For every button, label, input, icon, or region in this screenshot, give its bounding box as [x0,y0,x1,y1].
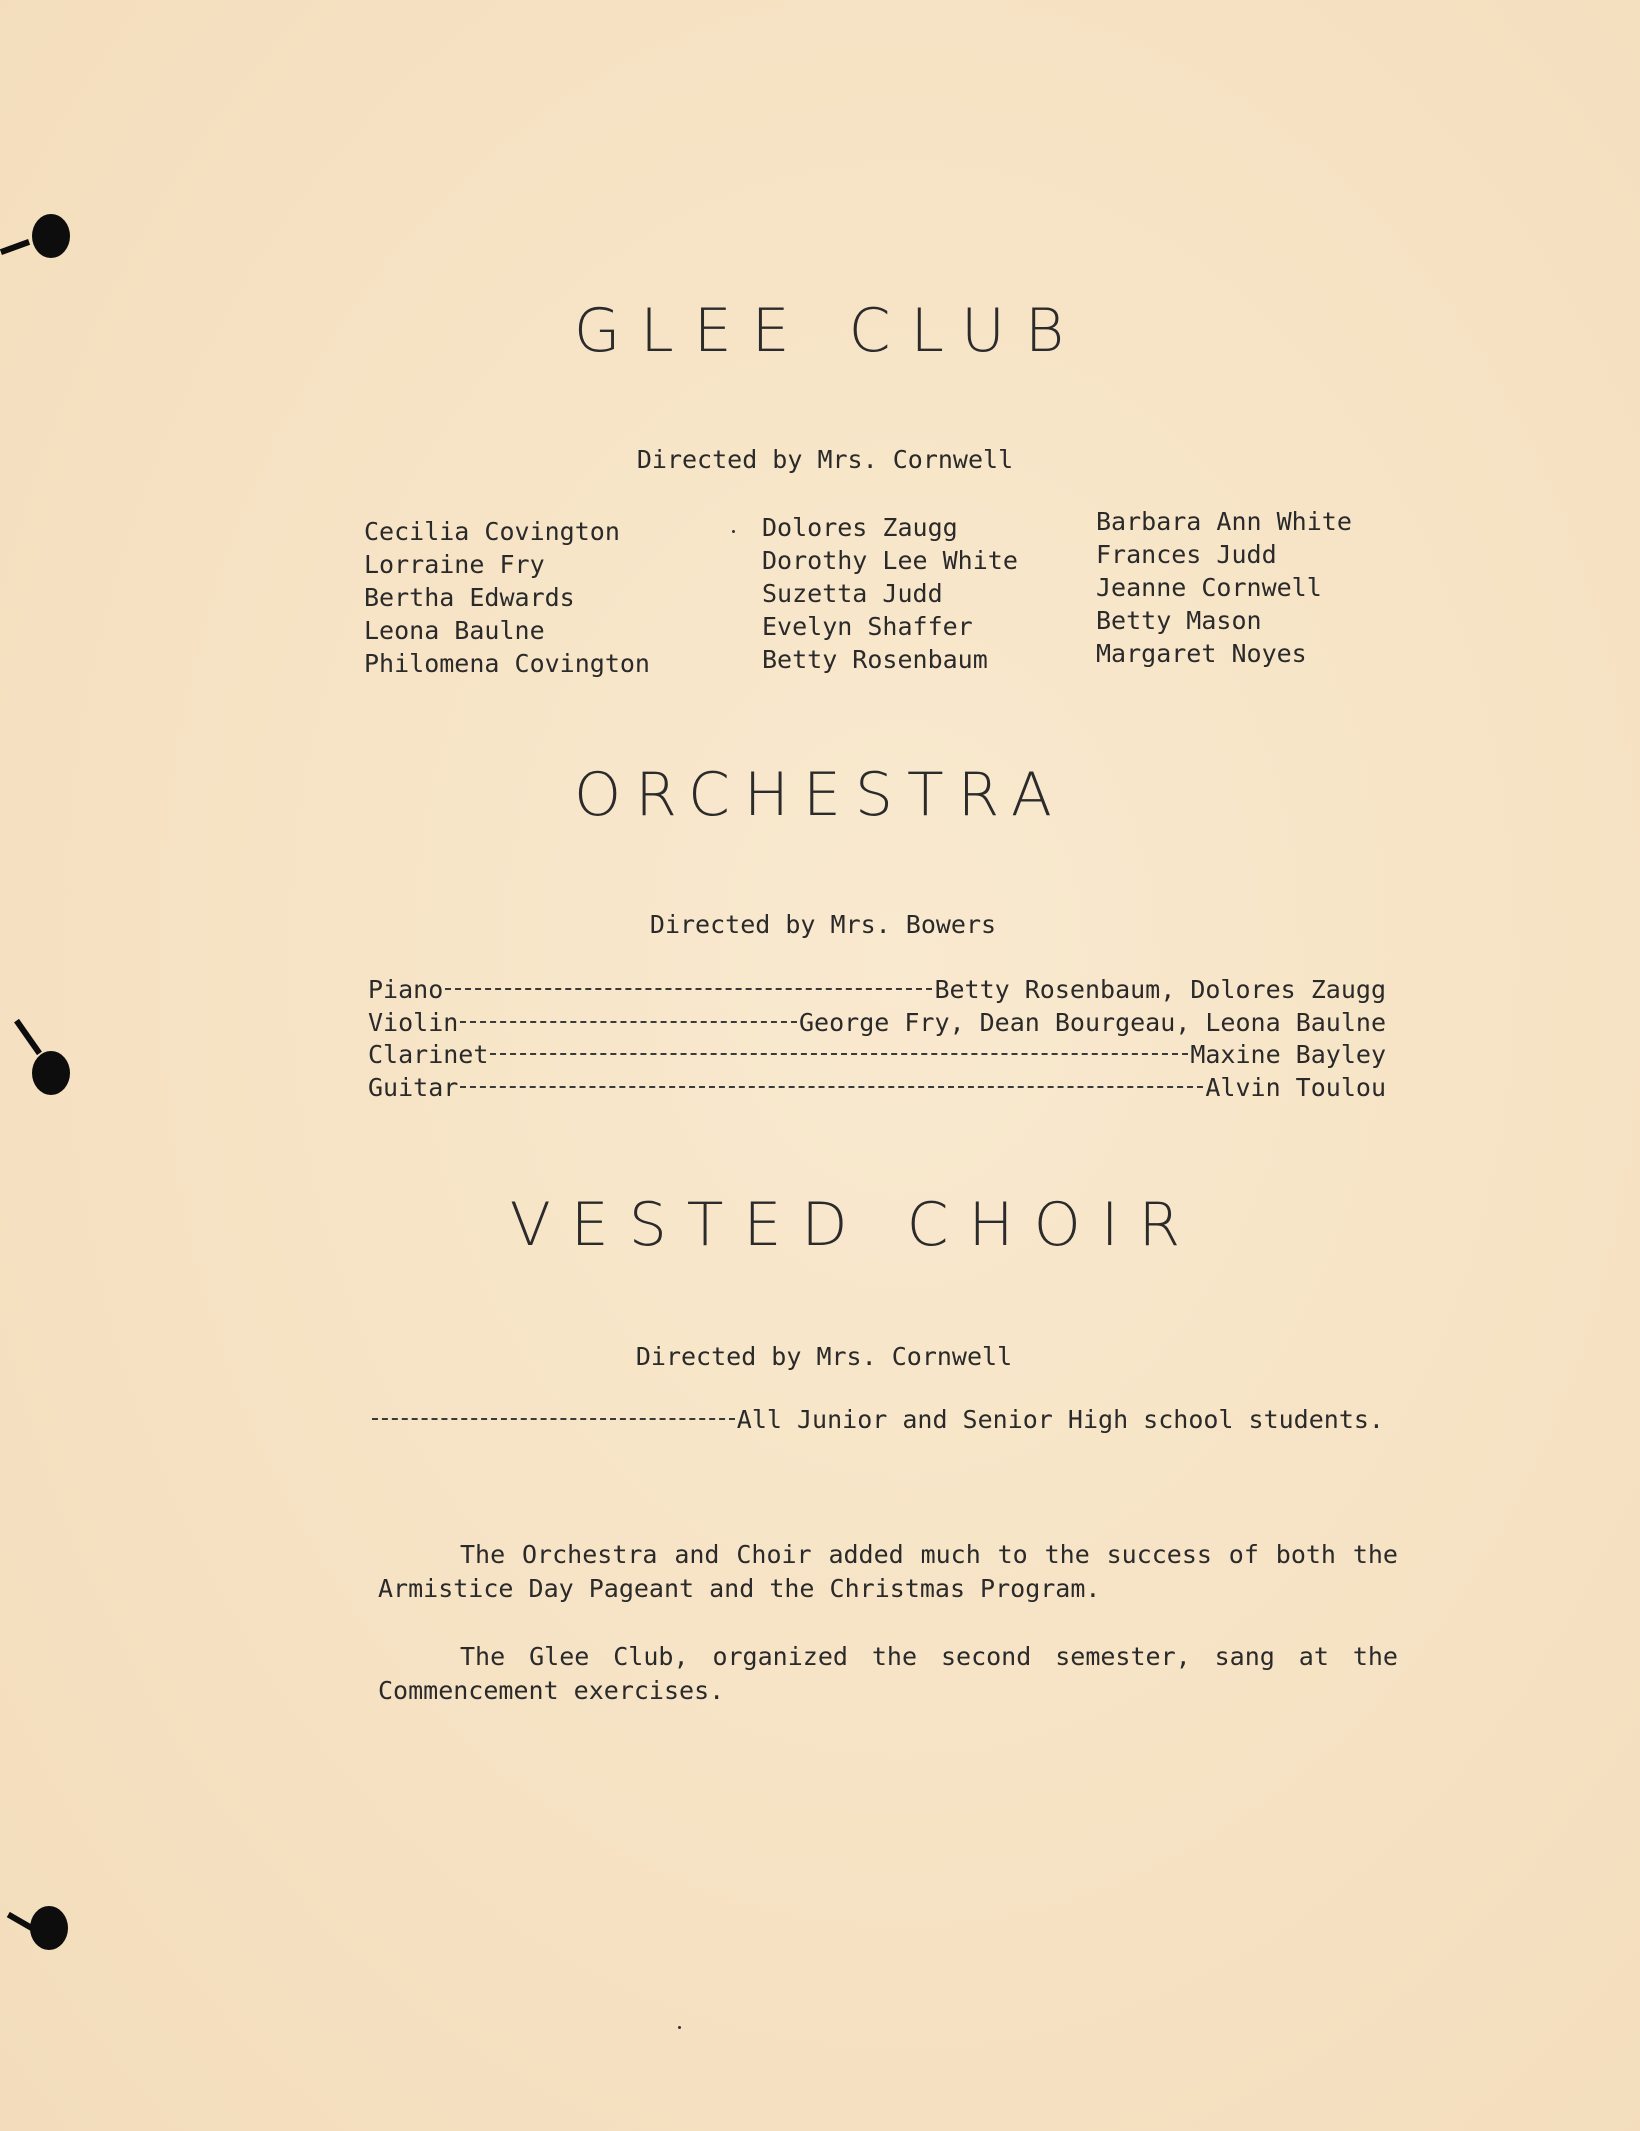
orchestra-row [368,975,1386,1004]
leader-dashes [460,1021,797,1023]
paragraph-text: The Glee Club, organized the second semester, sang at the Commencement exercises. [378,1642,1398,1705]
orchestra-director: Directed by Mrs. Bowers [649,910,997,939]
paper-tear [0,239,30,255]
binder-hole [32,214,70,258]
member-name: Betty Mason [1096,606,1262,635]
orchestra-heading: ORCHESTRA [574,760,1066,830]
leader-dashes [372,1418,735,1420]
glee-club-column-1 [364,515,650,680]
instrument-name: Piano [368,975,444,1004]
member-name: Dorothy Lee White [762,546,1018,575]
glee-club-heading: GLEE CLUB [573,296,1085,366]
vested-choir-heading: VESTED CHOIR [509,1190,1201,1260]
member-name: Margaret Noyes [1096,639,1307,668]
member-name: Barbara Ann White [1096,507,1352,536]
leader-dashes [445,988,932,990]
paragraph-text: The Orchestra and Choir added much to the success of both the Armistice Day Pageant and the Christmas Program. [378,1540,1398,1603]
orchestra-row [368,1008,1386,1037]
paper-speck [678,2026,681,2029]
player-names: Betty Rosenbaum, Dolores Zaugg [934,975,1386,1004]
paper-tear [14,1019,42,1055]
member-name: Frances Judd [1096,540,1277,569]
instrument-name: Guitar [368,1073,459,1102]
paper-speck [732,530,735,533]
instrument-name: Violin [368,1008,459,1037]
member-name: Leona Baulne [364,616,545,645]
member-name: Evelyn Shaffer [762,612,973,641]
player-names: Maxine Bayley [1190,1040,1386,1069]
instrument-name: Clarinet [368,1040,489,1069]
orchestra-row [368,1073,1386,1102]
player-names: George Fry, Dean Bourgeau, Leona Baulne [799,1008,1386,1037]
glee-club-director: Directed by Mrs. Cornwell [636,445,1014,474]
vested-choir-members-row [372,1405,1384,1434]
player-names: Alvin Toulou [1205,1073,1386,1102]
member-name: Jeanne Cornwell [1096,573,1322,602]
binder-hole [32,1051,70,1095]
leader-dashes [490,1053,1188,1055]
member-name: Cecilia Covington [364,517,620,546]
member-name: Suzetta Judd [762,579,943,608]
paragraph [378,1538,1398,1606]
member-name: Philomena Covington [364,649,650,678]
orchestra-row [368,1040,1386,1069]
glee-club-column-2 [762,511,1018,676]
vested-choir-members: All Junior and Senior High school students. [736,1405,1384,1434]
glee-club-column-3 [1096,505,1352,670]
member-name: Dolores Zaugg [762,513,958,542]
paragraph [378,1640,1398,1708]
vested-choir-director: Directed by Mrs. Cornwell [635,1342,1013,1371]
leader-dashes [460,1086,1203,1088]
member-name: Lorraine Fry [364,550,545,579]
member-name: Bertha Edwards [364,583,575,612]
member-name: Betty Rosenbaum [762,645,988,674]
